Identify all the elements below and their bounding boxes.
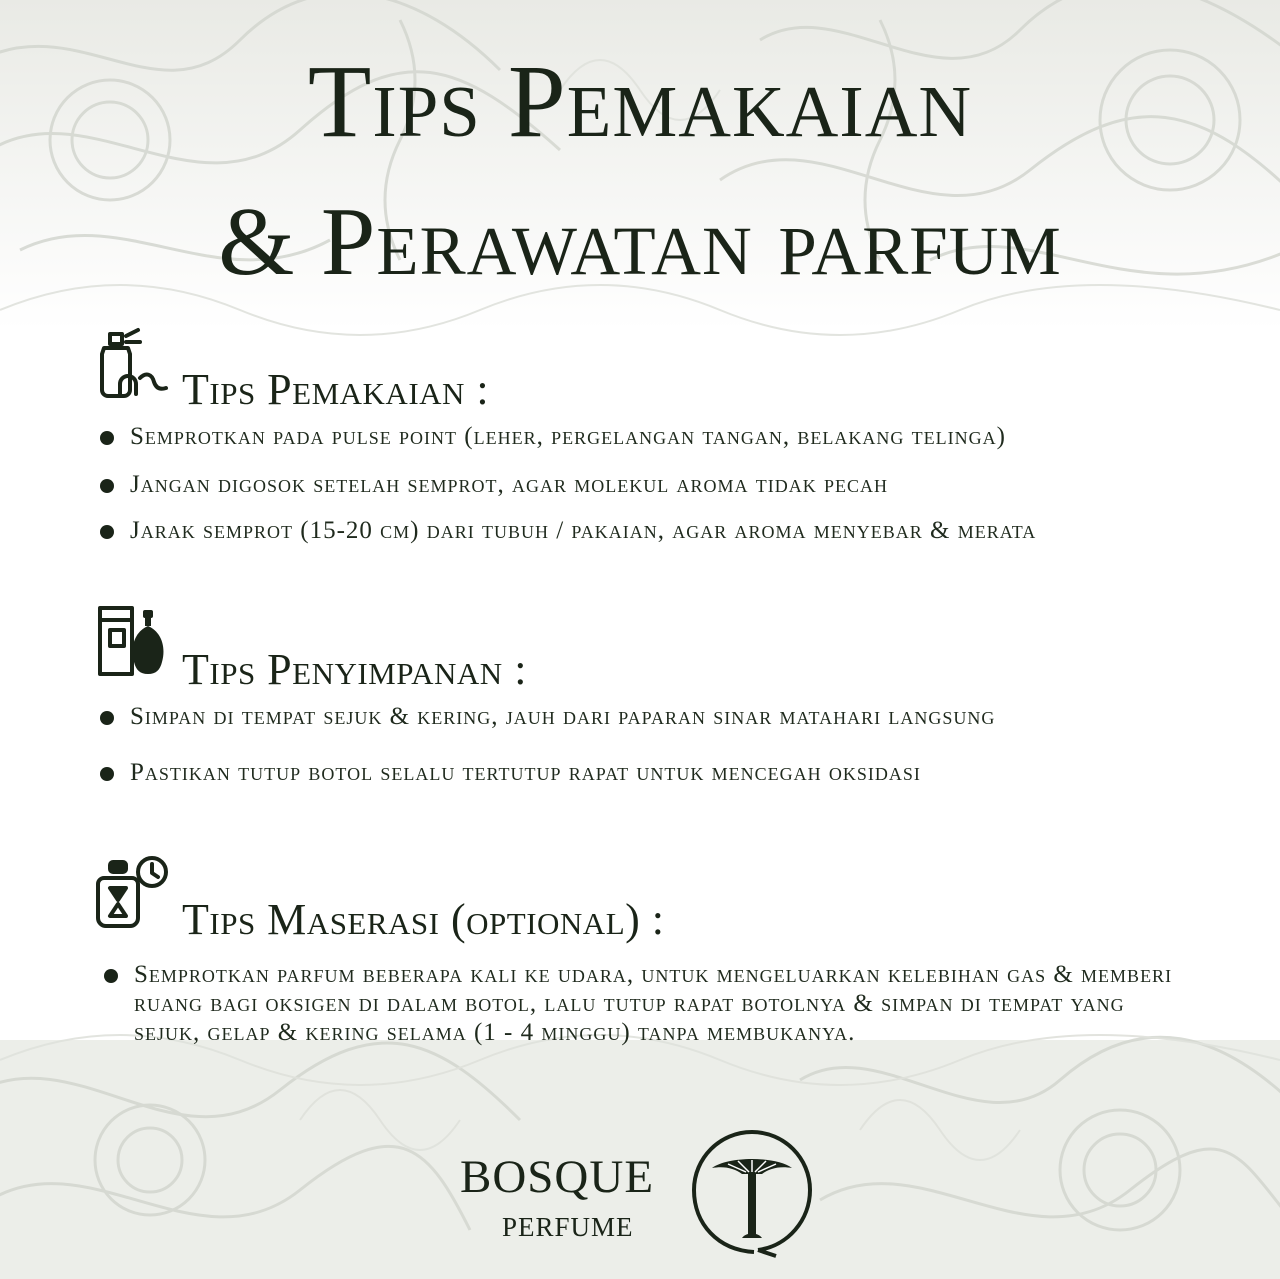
list-item: Pastikan tutup botol selalu tertutup rapat untuk mencegah oksidasi [100,758,995,788]
section-heading-penyimpanan [90,598,527,694]
pemakaian-list [100,422,1036,546]
bullet-icon [100,431,114,445]
section-heading-text: Tips Maserasi (optional) : [182,895,665,944]
section-heading-pemakaian [90,318,490,414]
bullet-icon [100,711,114,725]
brand-name: BOSQUE [460,1151,655,1203]
brand-logo [456,1128,836,1258]
bullet-icon [100,479,114,493]
list-item: Jarak semprot (15-20 cm) dari tubuh / pakaian, agar aroma menyebar & merata [100,516,1036,546]
section-heading-text: Tips Pemakaian : [182,365,490,414]
bottle-hourglass-clock-icon [90,848,180,938]
bullet-icon [104,969,118,983]
box-and-bottle-icon [90,598,180,688]
maserasi-list [104,960,1184,1047]
penyimpanan-list [100,702,995,788]
title-line-2: & Perawatan parfum [218,188,1062,296]
page-title [0,44,1280,296]
list-item: Simpan di tempat sejuk & kering, jauh dari paparan sinar matahari langsung [100,702,995,732]
section-heading-text: Tips Penyimpanan : [182,645,527,694]
section-heading-maserasi [90,848,665,944]
title-line-1: Tips Pemakaian [307,44,973,159]
list-item: Semprotkan pada pulse point (leher, pergelangan tangan, belakang telinga) [100,422,1036,452]
bullet-icon [100,767,114,781]
list-item: Semprotkan parfum beberapa kali ke udara, untuk mengeluarkan kelebihan gas & memberi ruang bagi oksigen di dalam botol, lalu tutup rapat botolnya & simpan di tempat yang sejuk, gelap & kering selama (1 - 4 minggu) tanpa membukanya. [104,960,1184,1047]
brand-subtitle: PERFUME [502,1212,634,1242]
tree-in-circle-logo [688,1128,818,1258]
bullet-icon [100,525,114,539]
spray-bottle-icon [90,318,180,408]
list-item: Jangan digosok setelah semprot, agar molekul aroma tidak pecah [100,470,1036,500]
